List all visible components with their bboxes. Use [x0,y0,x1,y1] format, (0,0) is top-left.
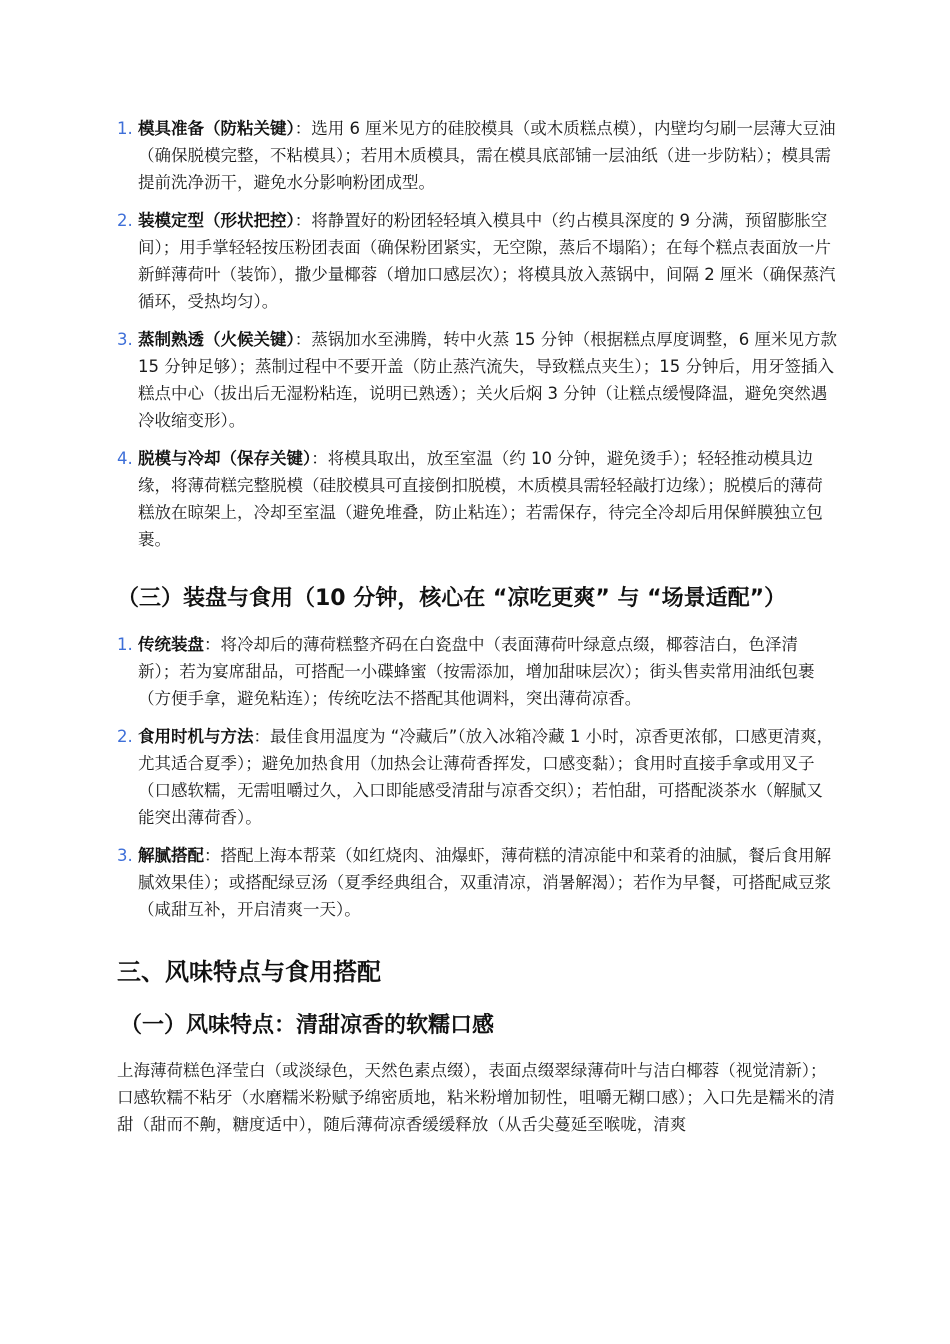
list-number: 1. [117,119,133,138]
list-number: 4. [117,449,133,468]
process-steps-list [117,115,838,553]
list-number: 1. [117,635,133,654]
flavor-paragraph: 上海薄荷糕色泽莹白（或淡绿色，天然色素点缀），表面点缀翠绿薄荷叶与洁白椰蓉（视觉清新）；口感软糯不粘牙（水磨糯米粉赋予绵密质地，粘米粉增加韧性，咀嚼无糊口感）；入口先是糯米的清甜（甜而不齁，糖度适中），随后薄荷凉香缓缓释放（从舌尖蔓延至喉咙，清爽 [117,1061,835,1134]
item-term: 解腻搭配 [138,846,204,865]
item-text: ：选用 6 厘米见方的硅胶模具（或木质糕点模），内壁均匀刷一层薄大豆油（确保脱模完整，不粘模具）；若用木质模具，需在模具底部铺一层油纸（进一步防粘）；模具需提前洗净沥干，避免水分影响粉团成型。 [138,119,836,192]
list-item [117,326,838,434]
list-item [117,723,838,831]
item-term: 蒸制熟透（火候关键） [138,330,295,349]
list-number: 2. [117,211,133,230]
item-text: ：将静置好的粉团轻轻填入模具中（约占模具深度的 9 分满，预留膨胀空间）；用手掌轻轻按压粉团表面（确保粉团紧实，无空隙，蒸后不塌陷）；在每个糕点表面放一片新鲜薄荷叶（装饰），撒少量椰蓉（增加口感层次）；将模具放入蒸锅中，间隔 2 厘米（确保蒸汽循环，受热均匀）。 [138,211,836,311]
list-item [117,115,838,196]
list-item [117,445,838,553]
item-term: 食用时机与方法 [138,727,254,746]
list-number: 2. [117,727,133,746]
list-item [117,842,838,923]
item-text: ：将模具取出，放至室温（约 10 分钟，避免烫手）；轻轻推动模具边缘，将薄荷糕完整脱模（硅胶模具可直接倒扣脱模，木质模具需轻轻敲打边缘）；脱模后的薄荷糕放在晾架上，冷却至室温（避免堆叠，防止粘连）；若需保存，待完全冷却后用保鲜膜独立包裹。 [138,449,823,549]
item-text: ：最佳食用温度为 “冷藏后”（放入冰箱冷藏 1 小时，凉香更浓郁，口感更清爽，尤其适合夏季）；避免加热食用（加热会让薄荷香挥发，口感变黏）；食用时直接手拿或用叉子（口感软糯，无需咀嚼过久，入口即能感受清甜与凉香交织）；若怕甜，可搭配淡茶水（解腻又能突出薄荷香）。 [138,727,834,827]
chapter-heading-flavor: 三、风味特点与食用搭配 [117,958,381,986]
list-item [117,631,838,712]
list-number: 3. [117,330,133,349]
list-item [117,207,838,315]
list-number: 3. [117,846,133,865]
item-term: 模具准备（防粘关键） [138,119,295,138]
item-term: 传统装盘 [138,635,204,654]
section-heading-serving: （三）装盘与食用（10 分钟，核心在 “凉吃更爽” 与 “场景适配”） [117,586,787,611]
item-text: ：将冷却后的薄荷糕整齐码在白瓷盘中（表面薄荷叶绿意点缀，椰蓉洁白，色泽清新）；若为宴席甜品，可搭配一小碟蜂蜜（按需添加，增加甜味层次）；街头售卖常用油纸包裹（方便手拿，避免粘连）；传统吃法不搭配其他调料，突出薄荷凉香。 [138,635,815,708]
item-term: 装模定型（形状把控） [138,211,295,230]
serving-list [117,631,838,923]
item-term: 脱模与冷却（保存关键） [138,449,312,468]
item-text: ：蒸锅加水至沸腾，转中火蒸 15 分钟（根据糕点厚度调整，6 厘米见方款 15 分钟足够）；蒸制过程中不要开盖（防止蒸汽流失，导致糕点夹生）；15 分钟后，用牙签插入糕点中心（拔出后无湿粉粘连，说明已熟透）；关火后焖 3 分钟（让糕点缓慢降温，避免突然遇冷收缩变形）。 [138,330,837,430]
item-text: ：搭配上海本帮菜（如红烧肉、油爆虾，薄荷糕的清凉能中和菜肴的油腻，餐后食用解腻效果佳）；或搭配绿豆汤（夏季经典组合，双重清凉，消暑解渴）；若作为早餐，可搭配咸豆浆（咸甜互补，开启清爽一天）。 [138,846,831,919]
subsection-heading-flavor: （一）风味特点：清甜凉香的软糯口感 [120,1013,495,1038]
